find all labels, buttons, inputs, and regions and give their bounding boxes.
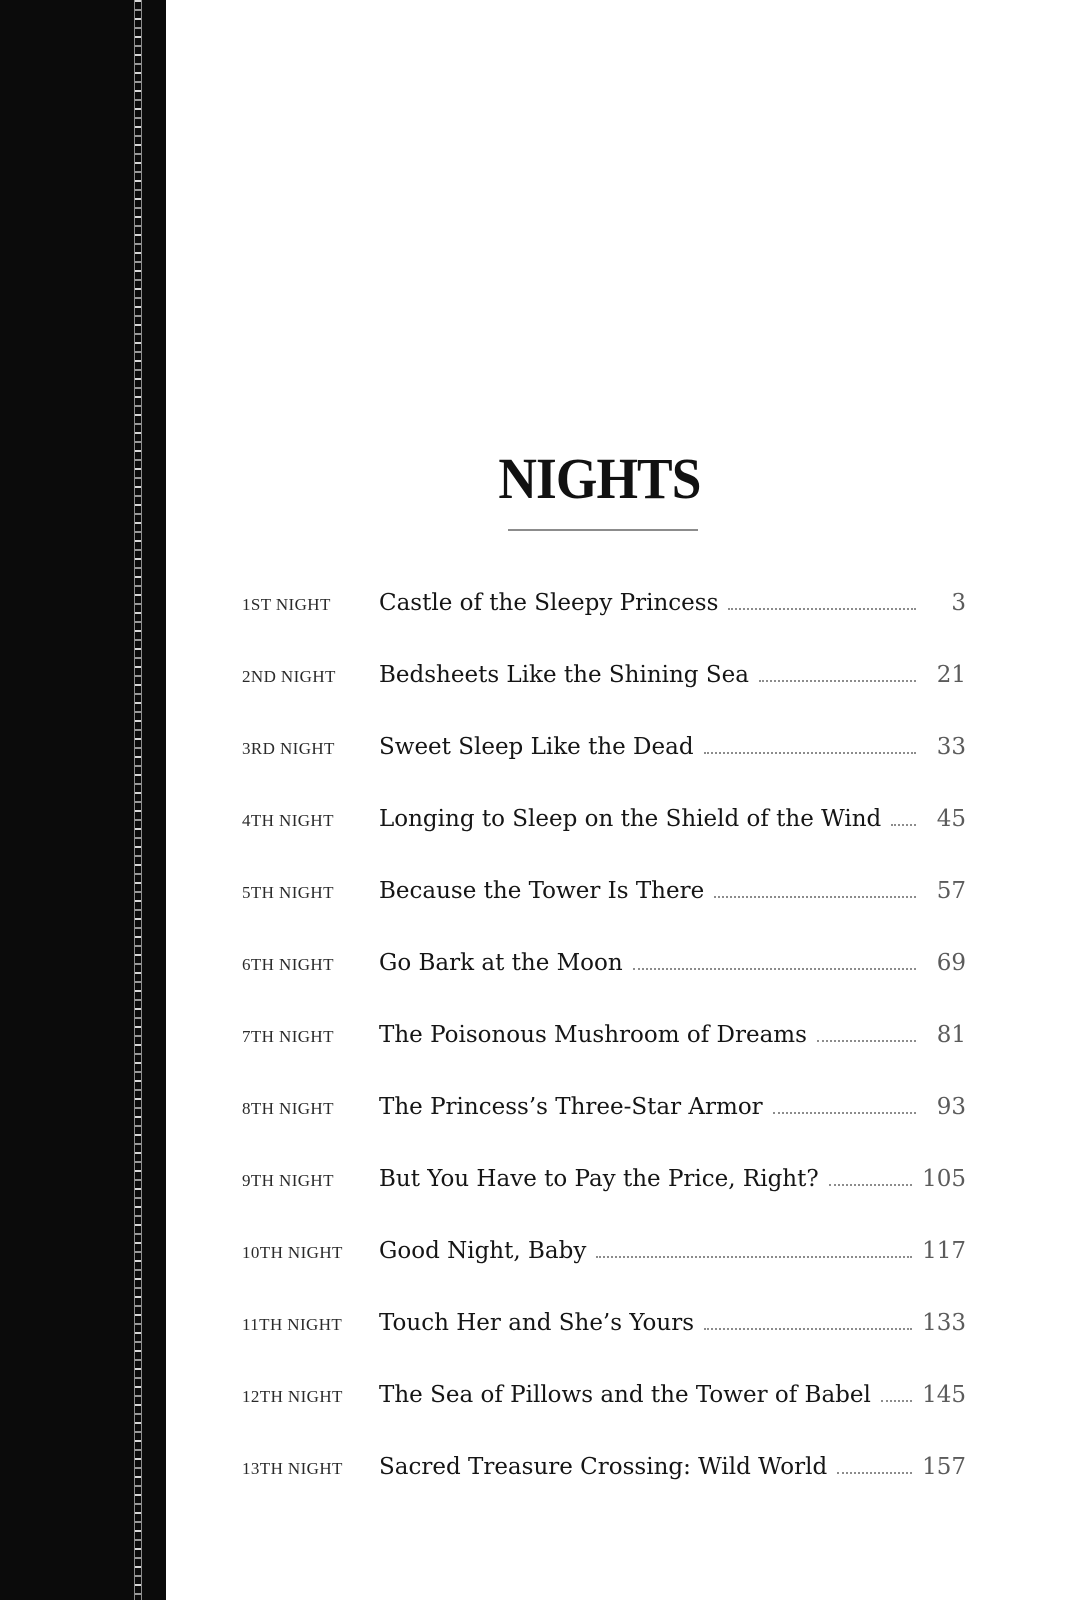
toc-entry[interactable]	[242, 1166, 966, 1238]
toc-entry[interactable]	[242, 1022, 966, 1094]
chapter-title: Because the Tower Is There	[379, 878, 705, 904]
night-number: 7TH NIGHT	[242, 1027, 334, 1046]
night-number: 13TH NIGHT	[242, 1459, 343, 1478]
toc-entry[interactable]	[242, 1238, 966, 1310]
chapter-title: The Sea of Pillows and the Tower of Babel	[379, 1382, 871, 1408]
page-number: 117	[922, 1238, 966, 1264]
night-number: 10TH NIGHT	[242, 1243, 343, 1262]
dot-leaders	[704, 751, 916, 754]
toc-entry[interactable]	[242, 1310, 966, 1382]
toc-entry[interactable]	[242, 806, 966, 878]
dot-leaders	[633, 967, 916, 970]
chapter-title: Go Bark at the Moon	[379, 950, 623, 976]
toc-entry[interactable]	[242, 1094, 966, 1166]
page-number: 93	[936, 1094, 966, 1120]
dot-leaders	[837, 1471, 912, 1474]
toc-entry[interactable]	[242, 950, 966, 1022]
dot-leaders	[759, 679, 916, 682]
dot-leaders	[773, 1111, 916, 1114]
title-underline	[508, 529, 698, 531]
page-number: 3	[951, 590, 966, 616]
page-number: 157	[922, 1454, 966, 1480]
chain-border-decoration	[134, 0, 142, 1600]
page-number: 57	[936, 878, 966, 904]
dot-leaders	[817, 1039, 916, 1042]
toc-entry[interactable]	[242, 590, 966, 662]
night-number: 3RD NIGHT	[242, 739, 335, 758]
page-number: 145	[922, 1382, 966, 1408]
chapter-title: But You Have to Pay the Price, Right?	[379, 1166, 819, 1192]
dot-leaders	[829, 1183, 912, 1186]
night-number: 2ND NIGHT	[242, 667, 336, 686]
night-number: 1ST NIGHT	[242, 595, 331, 614]
toc-entry[interactable]	[242, 662, 966, 734]
table-of-contents	[242, 590, 966, 1526]
chapter-title: The Princess’s Three-Star Armor	[379, 1094, 763, 1120]
chapter-title: The Poisonous Mushroom of Dreams	[379, 1022, 807, 1048]
page-number: 105	[922, 1166, 966, 1192]
page-number: 81	[936, 1022, 966, 1048]
night-number: 6TH NIGHT	[242, 955, 334, 974]
dot-leaders	[728, 607, 916, 610]
night-number: 8TH NIGHT	[242, 1099, 334, 1118]
chapter-title: Sweet Sleep Like the Dead	[379, 734, 694, 760]
dot-leaders	[714, 895, 916, 898]
chapter-title: Sacred Treasure Crossing: Wild World	[379, 1454, 828, 1480]
chapter-title: Longing to Sleep on the Shield of the Wind	[379, 806, 882, 832]
chapter-title: Good Night, Baby	[379, 1238, 587, 1264]
page-number: 133	[922, 1310, 966, 1336]
toc-entry[interactable]	[242, 734, 966, 806]
page-number: 21	[936, 662, 966, 688]
chapter-title: Bedsheets Like the Shining Sea	[379, 662, 749, 688]
chapter-title: Touch Her and She’s Yours	[379, 1310, 695, 1336]
night-number: 5TH NIGHT	[242, 883, 334, 902]
night-number: 11TH NIGHT	[242, 1315, 343, 1334]
chapter-title: Castle of the Sleepy Princess	[379, 590, 719, 616]
night-number: 9TH NIGHT	[242, 1171, 334, 1190]
toc-entry[interactable]	[242, 878, 966, 950]
toc-entry[interactable]	[242, 1454, 966, 1526]
night-number: 12TH NIGHT	[242, 1387, 343, 1406]
toc-entry[interactable]	[242, 1382, 966, 1454]
page-number: 33	[936, 734, 966, 760]
dot-leaders	[596, 1255, 912, 1258]
dot-leaders	[704, 1327, 912, 1330]
dot-leaders	[891, 823, 916, 826]
page-number: 69	[936, 950, 966, 976]
night-number: 4TH NIGHT	[242, 811, 334, 830]
page-title: NIGHTS	[498, 446, 701, 511]
page-number: 45	[936, 806, 966, 832]
dot-leaders	[881, 1399, 912, 1402]
